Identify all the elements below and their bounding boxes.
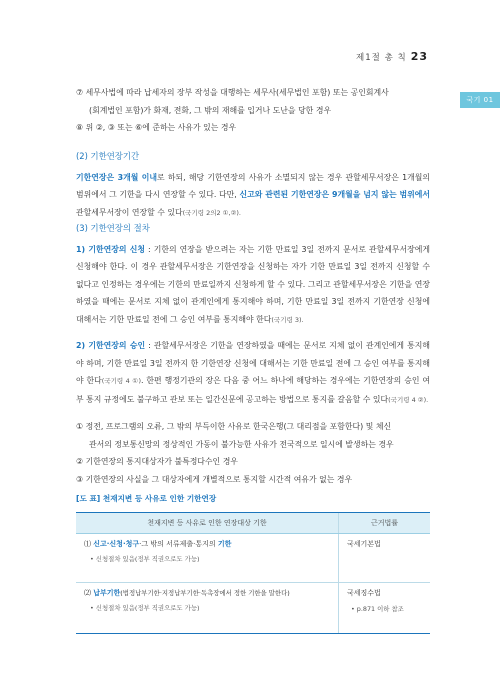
table-header-target: 천재지변 등 사유로 인한 연장대상 기한 [76,513,339,534]
approval-text: : 관할세무서장은 기한을 연장하였을 때에는 문서로 지체 없이 관계인에게 통지해야 하며, 기한 만료일 3일 전까지 한 기한연장 신청에 대해서는 기한 만료일 전에 그 승인 여부를 통지해야 한다 [76,341,430,385]
table-header-row [76,513,430,534]
application-text: : 기한의 연장을 받으려는 자는 기한 만료일 3일 전까지 문서로 관할세무서장에게 신청해야 한다. 이 경우 관할세무서장은 기한연장을 신청하는 자가 기한 만료일 3일 전까지 신청할 수 없다고 인정하는 경우에는 기한의 만료일까지 신청하게 할 수 있다. 그리고 관할세무서장은 기한을 연장하였을 때에는 문서로 지체 없이 관계인에게 통지해야 하며, 기한 만료일 3일 전까지 기한연장 신청에 대해서는 기한 만료일 전에 그 승인 여부를 통지해야 한다 [76,244,431,324]
procedure-approval-paragraph [76,337,430,409]
procedure-application-paragraph [76,241,430,330]
table-cell-law-1 [339,534,431,583]
section-2-reference: (국기령 2의2 ①,②). [182,208,242,217]
row2-sub: • 신청절차 있음(정부 직권으로도 가능) [90,604,200,612]
page-header [356,50,428,63]
approval-reference-1: (국기령 4 ①) [101,377,141,385]
row1-highlight-2: 기한 [217,540,232,548]
list-item-1-cont: 관서의 정보통신망의 정상적인 가동이 불가능한 사유가 전국적으로 일시에 발생하는 경우 [89,439,394,449]
extension-table [76,512,430,634]
table-row [76,534,430,583]
table-row [76,583,430,634]
list-item-2: ② 기한연장의 통지대상자가 불특정다수인 경우 [76,457,238,466]
row2-law-2: • p.871 이하 참조 [351,605,404,613]
top-list [76,84,430,137]
section-2-text-1: 로 하되, 해당 기한연장의 사유가 소멸되지 않는 경우 관할세무서장은 1개월의 범위에서 그 기한을 다시 연장할 수 있다. 다만, [76,172,430,199]
row1-sub: • 신청절차 있음(정부 직권으로도 가능) [90,555,200,563]
row1-highlight: 신고·신청·청구 [93,540,140,548]
row2-main [84,588,330,598]
application-label: 1) 기한연장의 신청 [76,244,146,254]
list-item-7-cont: (회계법인 포함)가 화재, 전화, 그 밖의 재해를 입거나 도난을 당한 경우 [89,105,332,115]
section-extension-procedure [76,220,430,409]
row2-highlight: 납부기한 [93,589,121,597]
row2-prefix: ⑵ [84,589,94,597]
page-number: 23 [410,50,428,63]
running-header-section: 제1절 총 칙 [356,53,407,63]
row1-prefix: ⑴ [84,540,94,548]
section-title-3: (3) 기한연장의 절차 [76,223,150,233]
list-item-3: ③ 기한연장의 사실을 그 대상자에게 개별적으로 통지할 시간적 여유가 없는 경우 [76,474,353,484]
section-2-text-2: 관할세무서장이 연장할 수 있다 [76,207,183,217]
row1-main [84,539,330,549]
application-reference: (국기령 3). [271,315,304,324]
list-item-1: ① 정전, 프로그램의 오류, 그 밖의 부득이한 사유로 한국은행(그 대리점을 포함한다) 및 체신 [76,422,392,431]
highlight-9-months: 신고와 관련된 기한연장은 9개월을 넘지 않는 범위에서 [239,190,430,199]
section-extension-period [76,148,430,222]
approval-label: 2) 기한연장의 승인 [76,341,146,350]
section-2-paragraph [76,169,430,223]
row1-law: 국세기본법 [347,540,381,548]
table-header-law: 근거법률 [339,513,431,534]
table-cell-law-2 [339,583,431,634]
row1-mid: ·그 밖의 서류제출·통지의 [139,540,218,548]
table-title: [도 표] 천재지변 등 사유로 인한 기한연장 [76,494,217,503]
approval-text-2: . 한편 행정기관의 장은 다음 중 어느 하나에 해당하는 경우에는 기한연장의 승인 여부 통지 규정에도 불구하고 관보 또는 일간신문에 공고하는 방법으로 통지를 갈음할 수 있다 [76,376,430,404]
bottom-list [76,418,430,488]
row2-rest: (법정납부기한·지정납부기한·독촉장에서 정한 기한을 말한다) [120,589,290,597]
row2-law-1: 국세징수법 [347,589,381,597]
chapter-side-tab: 국기 01 [460,92,500,108]
section-title-2: (2) 기한연장기간 [76,151,140,161]
list-item-7: ⑦ 세무사법에 따라 납세자의 장부 작성을 대행하는 세무사(세무법인 포함) 또는 공인회계사 [76,88,389,97]
approval-reference-2: (국기령 4 ②). [388,395,429,404]
table-cell-target-2 [76,583,339,634]
table-block [76,492,430,634]
table-cell-target-1 [76,534,339,583]
list-item-8: ⑧ 위 ②, ③ 또는 ⑥에 준하는 사유가 있는 경우 [76,123,237,132]
highlight-3-months: 기한연장은 3개월 이내 [76,172,158,182]
